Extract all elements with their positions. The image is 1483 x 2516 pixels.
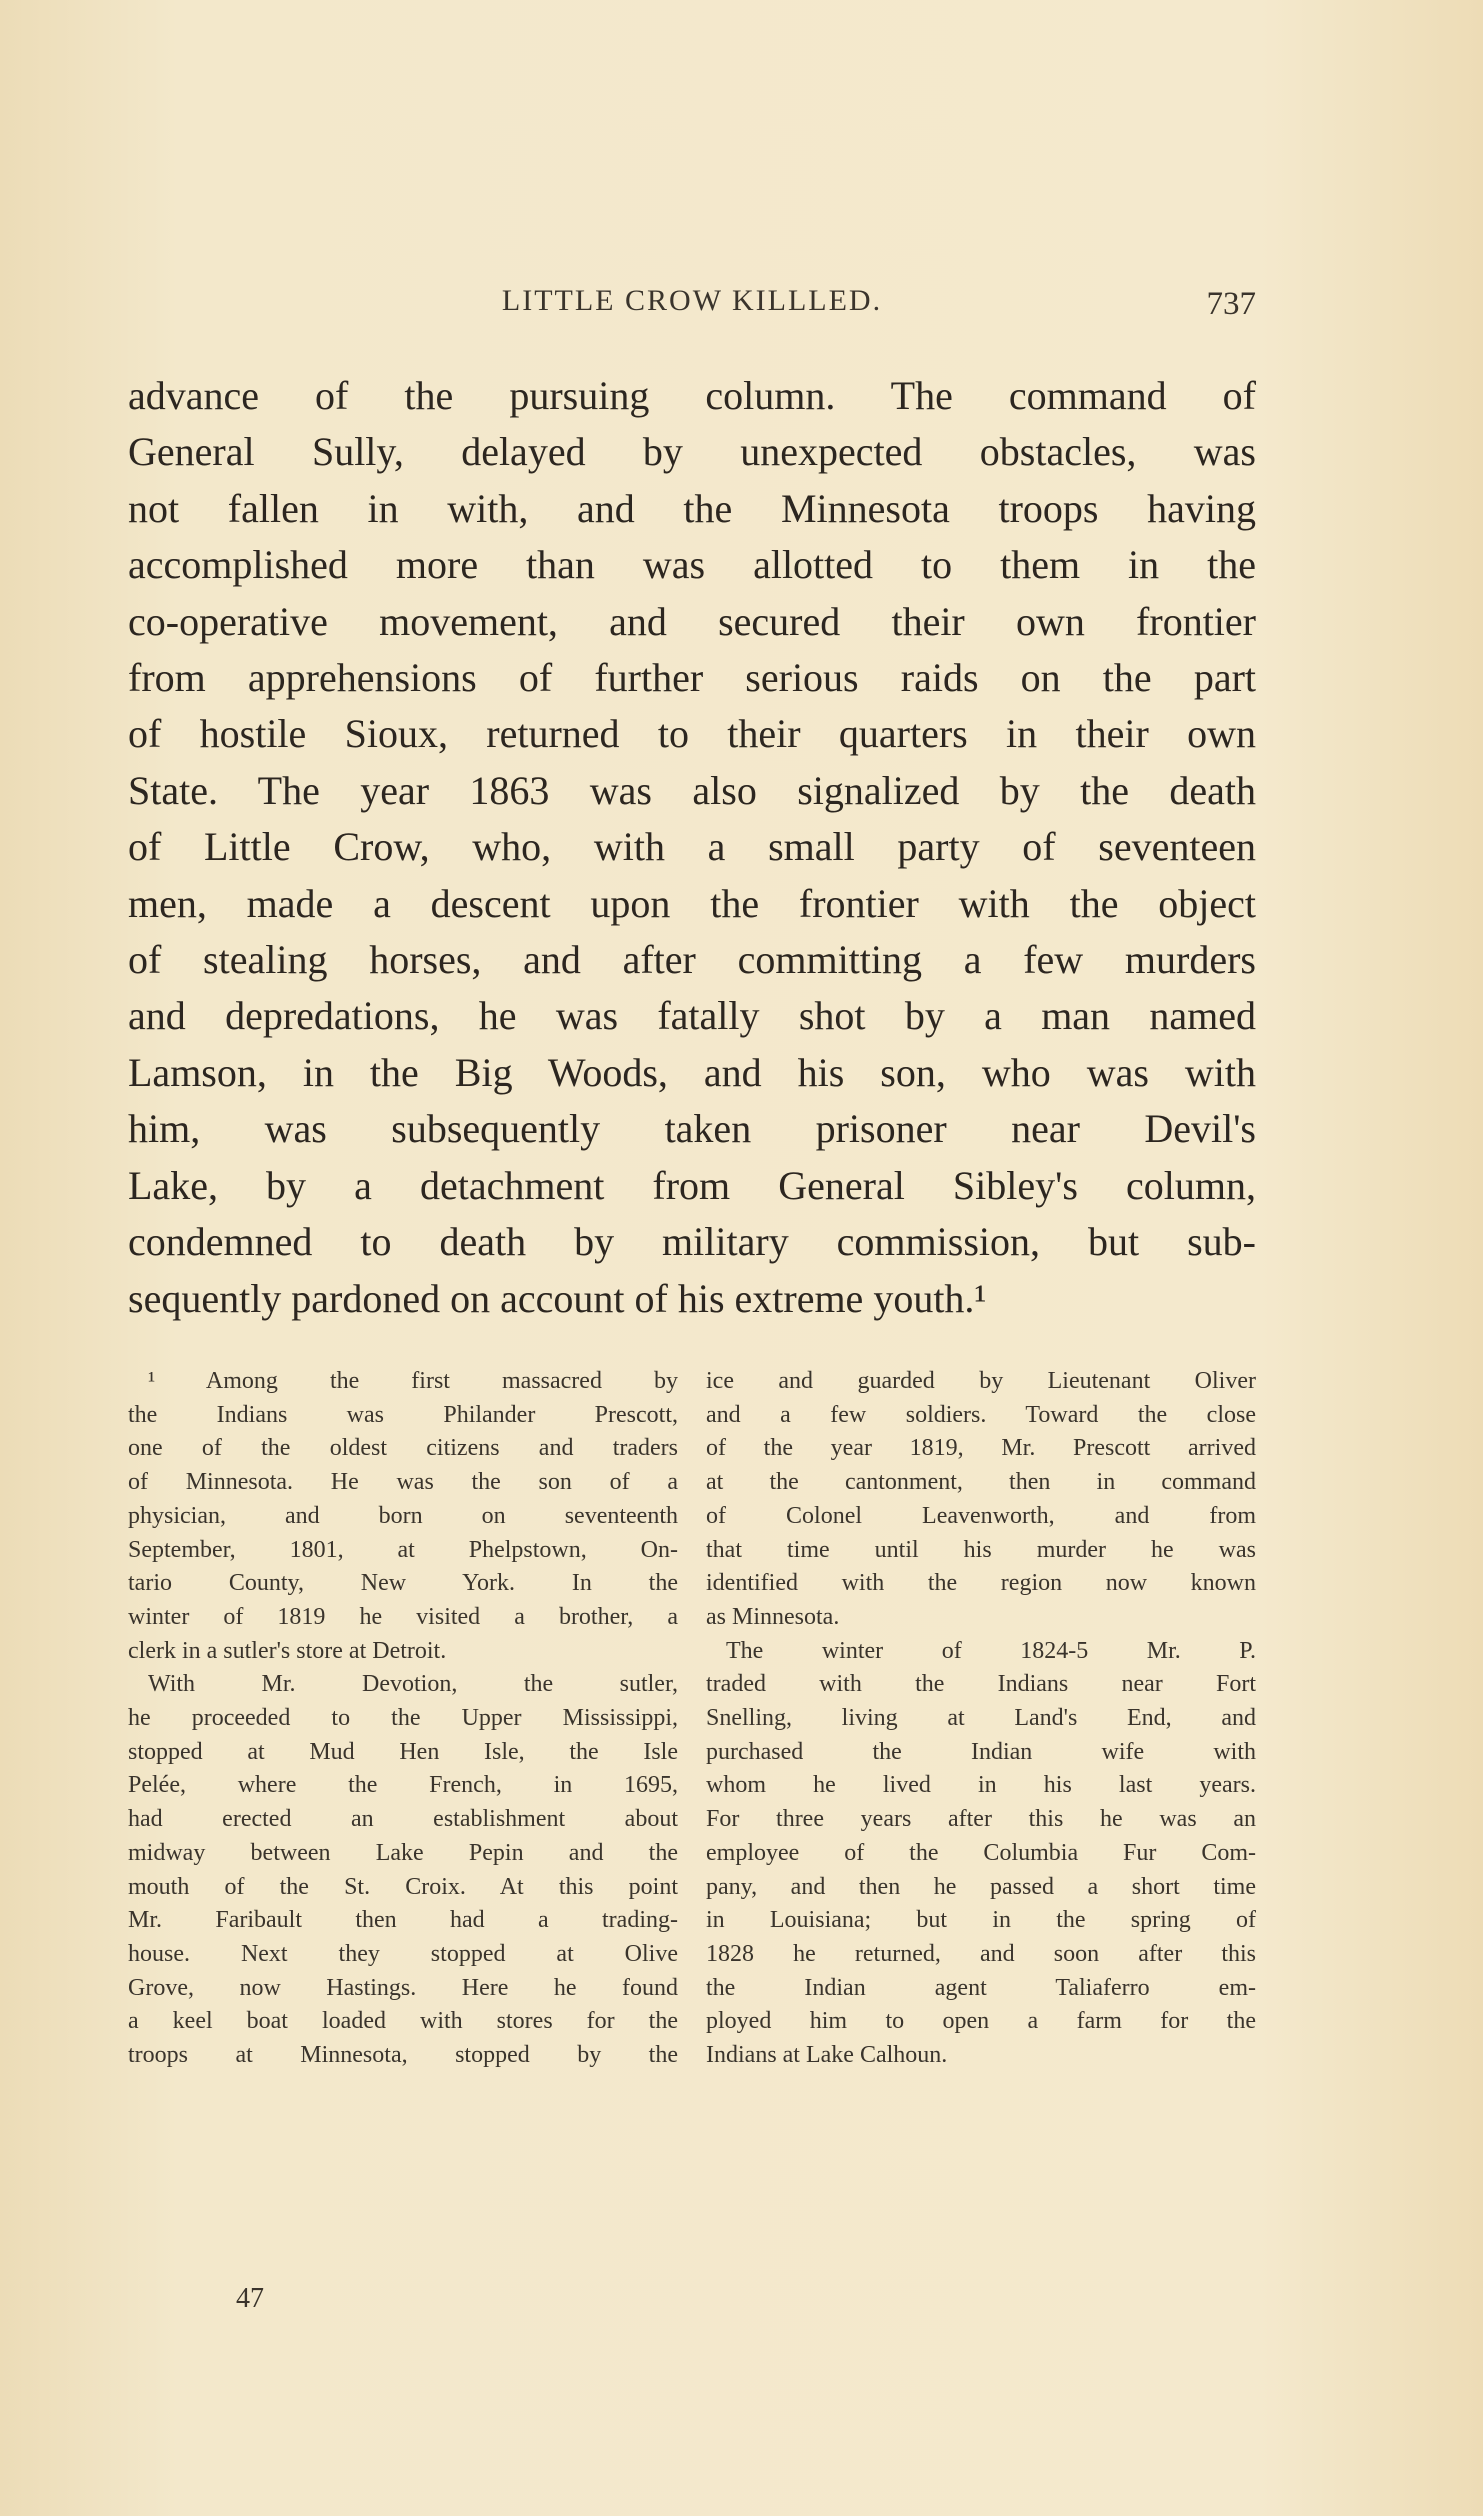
footnote-line: Indians at Lake Calhoun. xyxy=(706,2042,948,2069)
footnote-line: one of the oldest citizens and traders xyxy=(128,1435,678,1462)
footnote-line: 1828 he returned, and soon after this xyxy=(706,1940,1256,1967)
main-text-line: and depredations, he was fatally shot by a man named xyxy=(128,993,1256,1039)
main-text-line: of stealing horses, and after committing a few murders xyxy=(128,937,1256,983)
footnote-line: physician, and born on seventeenth xyxy=(128,1502,678,1529)
footnote-line: ployed him to open a farm for the xyxy=(706,2008,1256,2035)
footnote-line: of the year 1819, Mr. Prescott arrived xyxy=(706,1435,1256,1462)
footnote-line: of Colonel Leavenworth, and from xyxy=(706,1502,1256,1529)
page-header xyxy=(128,284,1256,334)
footnote-line: For three years after this he was an xyxy=(706,1806,1256,1833)
footnote-line: With Mr. Devotion, the sutler, xyxy=(148,1671,678,1698)
footnote-line: as Minnesota. xyxy=(706,1603,840,1630)
main-text xyxy=(128,368,1256,1327)
footnote-line: had erected an establishment about xyxy=(128,1806,678,1833)
main-text-line: advance of the pursuing column. The command of xyxy=(128,373,1256,418)
footnote-line: purchased the Indian wife with xyxy=(706,1738,1256,1765)
main-text-line: Lake, by a detachment from General Sibley's column, xyxy=(128,1162,1256,1208)
main-text-line: State. The year 1863 was also signalized by the death xyxy=(128,767,1256,813)
main-text-line: from apprehensions of further serious raids on the part xyxy=(128,655,1256,701)
main-text-line: men, made a descent upon the frontier with the object xyxy=(128,880,1256,926)
footnote-line: The winter of 1824-5 Mr. P. xyxy=(726,1637,1256,1664)
footnote-line: and a few soldiers. Toward the close xyxy=(706,1401,1256,1428)
main-text-line: of Little Crow, who, with a small party of seventeen xyxy=(128,824,1256,870)
footnote-line: midway between Lake Pepin and the xyxy=(128,1839,678,1866)
footnote-line: September, 1801, at Phelpstown, On- xyxy=(128,1536,678,1563)
main-text-line: Lamson, in the Big Woods, and his son, who was with xyxy=(128,1049,1256,1095)
signature-mark: 47 xyxy=(236,2283,264,2314)
footnote-line: whom he lived in his last years. xyxy=(706,1772,1256,1799)
footnote-line: the Indian agent Taliaferro em- xyxy=(706,1974,1256,2001)
running-title: LITTLE CROW KILLLED. xyxy=(501,284,883,317)
footnote-line: Snelling, living at Land's End, and xyxy=(706,1705,1256,1732)
footnote-line: he proceeded to the Upper Mississippi, xyxy=(128,1705,678,1732)
main-text-line: him, was subsequently taken prisoner near Devil's xyxy=(128,1106,1256,1152)
footnote-line: Pelée, where the French, in 1695, xyxy=(128,1772,678,1799)
main-text-line: co-operative movement, and secured their own frontier xyxy=(128,598,1256,644)
main-text-line: of hostile Sioux, returned to their quarters in their own xyxy=(128,711,1256,757)
page-number: 737 xyxy=(1206,286,1256,322)
footnote-line: a keel boat loaded with stores for the xyxy=(128,2008,678,2035)
footnote-line: at the cantonment, then in command xyxy=(706,1469,1256,1496)
footnote-line: Mr. Faribault then had a trading- xyxy=(128,1907,678,1934)
footnote-column-right xyxy=(706,1365,1256,2073)
footnote-column-left xyxy=(128,1365,678,2073)
main-text-line: accomplished more than was allotted to them in the xyxy=(128,542,1256,588)
footnote-line: mouth of the St. Croix. At this point xyxy=(128,1873,678,1900)
main-text-line: not fallen in with, and the Minnesota troops having xyxy=(128,485,1256,531)
footnotes xyxy=(128,1365,1256,2073)
footnote-line: ice and guarded by Lieutenant Oliver xyxy=(706,1368,1256,1394)
footnote-line: tario County, New York. In the xyxy=(128,1570,678,1597)
footnote-line: pany, and then he passed a short time xyxy=(706,1873,1256,1900)
footnote-line: traded with the Indians near Fort xyxy=(706,1671,1256,1698)
footnote-line: that time until his murder he was xyxy=(706,1536,1256,1563)
footnote-line: Grove, now Hastings. Here he found xyxy=(128,1974,678,2001)
main-text-line: condemned to death by military commission, but sub- xyxy=(128,1219,1256,1265)
footnote-line: in Louisiana; but in the spring of xyxy=(706,1907,1256,1934)
main-text-line: sequently pardoned on account of his extreme youth.¹ xyxy=(128,1275,987,1321)
footnote-line: house. Next they stopped at Olive xyxy=(128,1940,678,1967)
footnote-line: the Indians was Philander Prescott, xyxy=(128,1401,678,1428)
footnote-line: ¹ Among the first massacred by xyxy=(148,1368,678,1394)
footnote-line: winter of 1819 he visited a brother, a xyxy=(128,1603,678,1630)
footnote-line: of Minnesota. He was the son of a xyxy=(128,1469,678,1496)
main-text-line: General Sully, delayed by unexpected obstacles, was xyxy=(128,429,1256,475)
footnote-line: employee of the Columbia Fur Com- xyxy=(706,1839,1256,1866)
footnote-line: identified with the region now known xyxy=(706,1570,1256,1597)
footnote-line: stopped at Mud Hen Isle, the Isle xyxy=(128,1738,678,1765)
footnote-line: troops at Minnesota, stopped by the xyxy=(128,2042,678,2069)
footnote-line: clerk in a sutler's store at Detroit. xyxy=(128,1637,447,1664)
